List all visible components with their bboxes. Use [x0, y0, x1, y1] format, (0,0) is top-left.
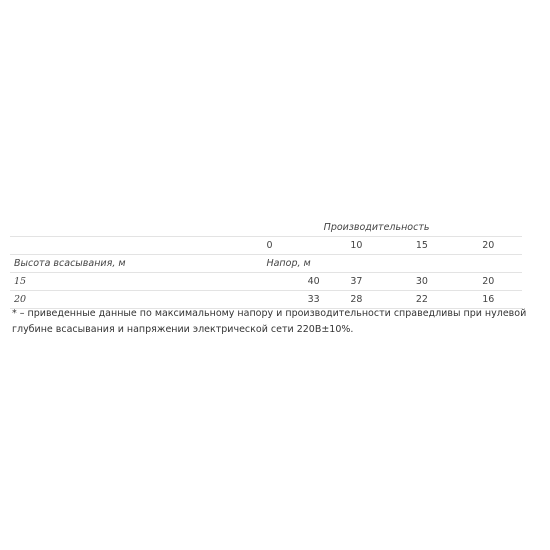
head-value: 22: [389, 291, 454, 309]
empty-cell: [389, 255, 454, 273]
table-header-row-values: [10, 237, 522, 255]
suction-value: 20: [10, 291, 262, 309]
flow-value-3: 20: [455, 237, 522, 255]
empty-cell: [455, 255, 522, 273]
head-value: 33: [262, 291, 323, 309]
table-header-row-group: [10, 218, 522, 237]
flow-value-1: 10: [324, 237, 389, 255]
table-header-row-axis: [10, 255, 522, 273]
head-value: 40: [262, 273, 323, 291]
head-value: 28: [324, 291, 389, 309]
empty-cell: [10, 218, 262, 237]
empty-cell: [10, 237, 262, 255]
performance-group-header: Производительность: [324, 218, 522, 237]
suction-value: 15: [10, 273, 262, 291]
empty-cell: [262, 218, 323, 237]
performance-table: [10, 218, 522, 309]
table-row: [10, 273, 522, 291]
suction-height-label: Высота всасывания, м: [10, 255, 262, 273]
flow-value-2: 15: [389, 237, 454, 255]
footnote: * – приведенные данные по максимальному напору и производительности справедливы при нулевой глубине всасывания и напряжении электрической сети 220В±10%.: [12, 308, 527, 335]
head-value: 37: [324, 273, 389, 291]
head-label: Напор, м: [262, 255, 323, 273]
flow-value-0: 0: [262, 237, 323, 255]
empty-cell: [324, 255, 389, 273]
head-value: 30: [389, 273, 454, 291]
head-value: 16: [455, 291, 522, 309]
head-value: 20: [455, 273, 522, 291]
